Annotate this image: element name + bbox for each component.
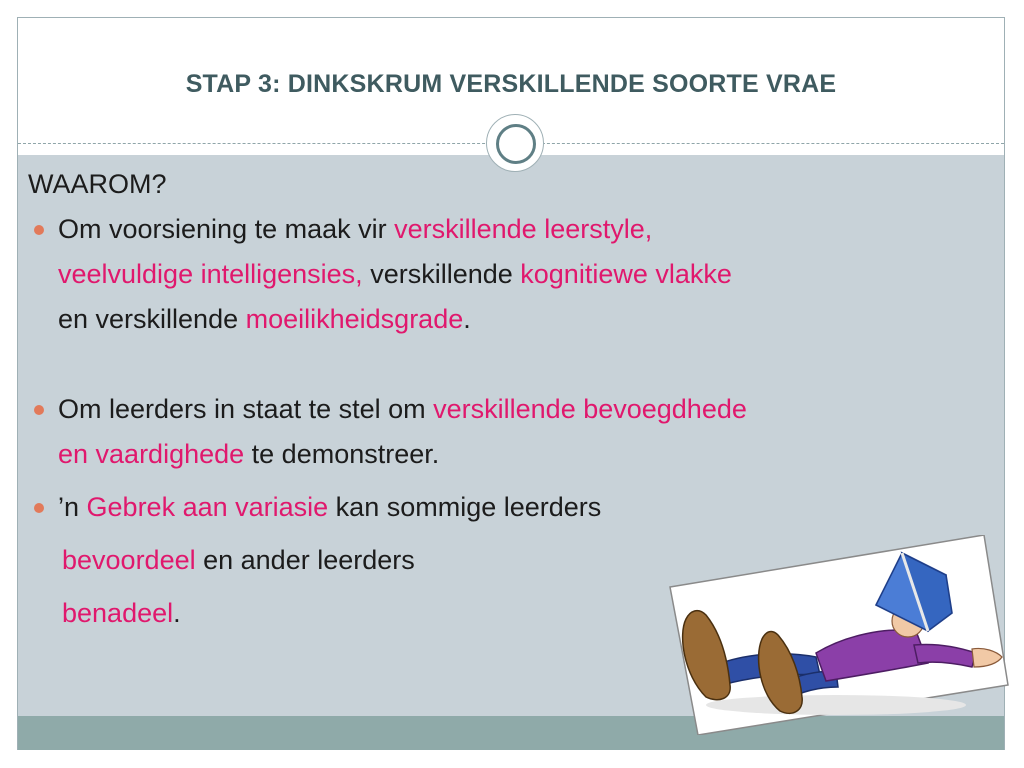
bullet3-highlight-2: bevoordeel (62, 545, 196, 575)
bullet-dot-icon (34, 225, 44, 235)
bullet1-text-4: . (463, 304, 471, 334)
bullet-item-3 (28, 485, 978, 530)
bullet-item-1 (28, 207, 978, 342)
bullet1-text-1: Om voorsiening te maak vir (58, 214, 395, 244)
bullet-dot-icon (34, 405, 44, 415)
bullet1-text-2: verskillende (362, 259, 521, 289)
divider-ring (496, 124, 536, 164)
bullet3-text-1: ’n (58, 492, 87, 522)
bullet2-text-2: te demonstreer. (244, 439, 440, 469)
section-heading: WAAROM? (28, 169, 167, 199)
tired-student-book-on-face-icon (666, 535, 1011, 735)
bullet1-highlight-4: moeilikheidsgrade (245, 304, 464, 334)
bullet1-highlight-2: veelvuldige intelligensies, (58, 259, 363, 289)
bullet-dot-icon (34, 503, 44, 513)
bullet1-highlight-3: kognitiewe vlakke (520, 259, 732, 289)
bullet1-text-3: en verskillende (58, 304, 246, 334)
bullet3-highlight-3: benadeel (62, 598, 174, 628)
bullet-item-2 (28, 387, 978, 477)
bullet3-text-3: en ander leerders (195, 545, 415, 575)
slide-title: STAP 3: DINKSKRUM VERSKILLENDE SOORTE VRAE (185, 70, 837, 98)
bullet2-text-1: Om leerders in staat te stel om (58, 394, 434, 424)
bullet1-highlight-1: verskillende leerstyle, (394, 214, 653, 244)
bullet3-highlight-1: Gebrek aan variasie (86, 492, 329, 522)
bullet2-highlight-2: en vaardighede (58, 439, 245, 469)
bullet3-text-4: . (173, 598, 181, 628)
bullet2-highlight-1: verskillende bevoegdhede (433, 394, 747, 424)
bullet3-text-2: kan sommige leerders (328, 492, 602, 522)
